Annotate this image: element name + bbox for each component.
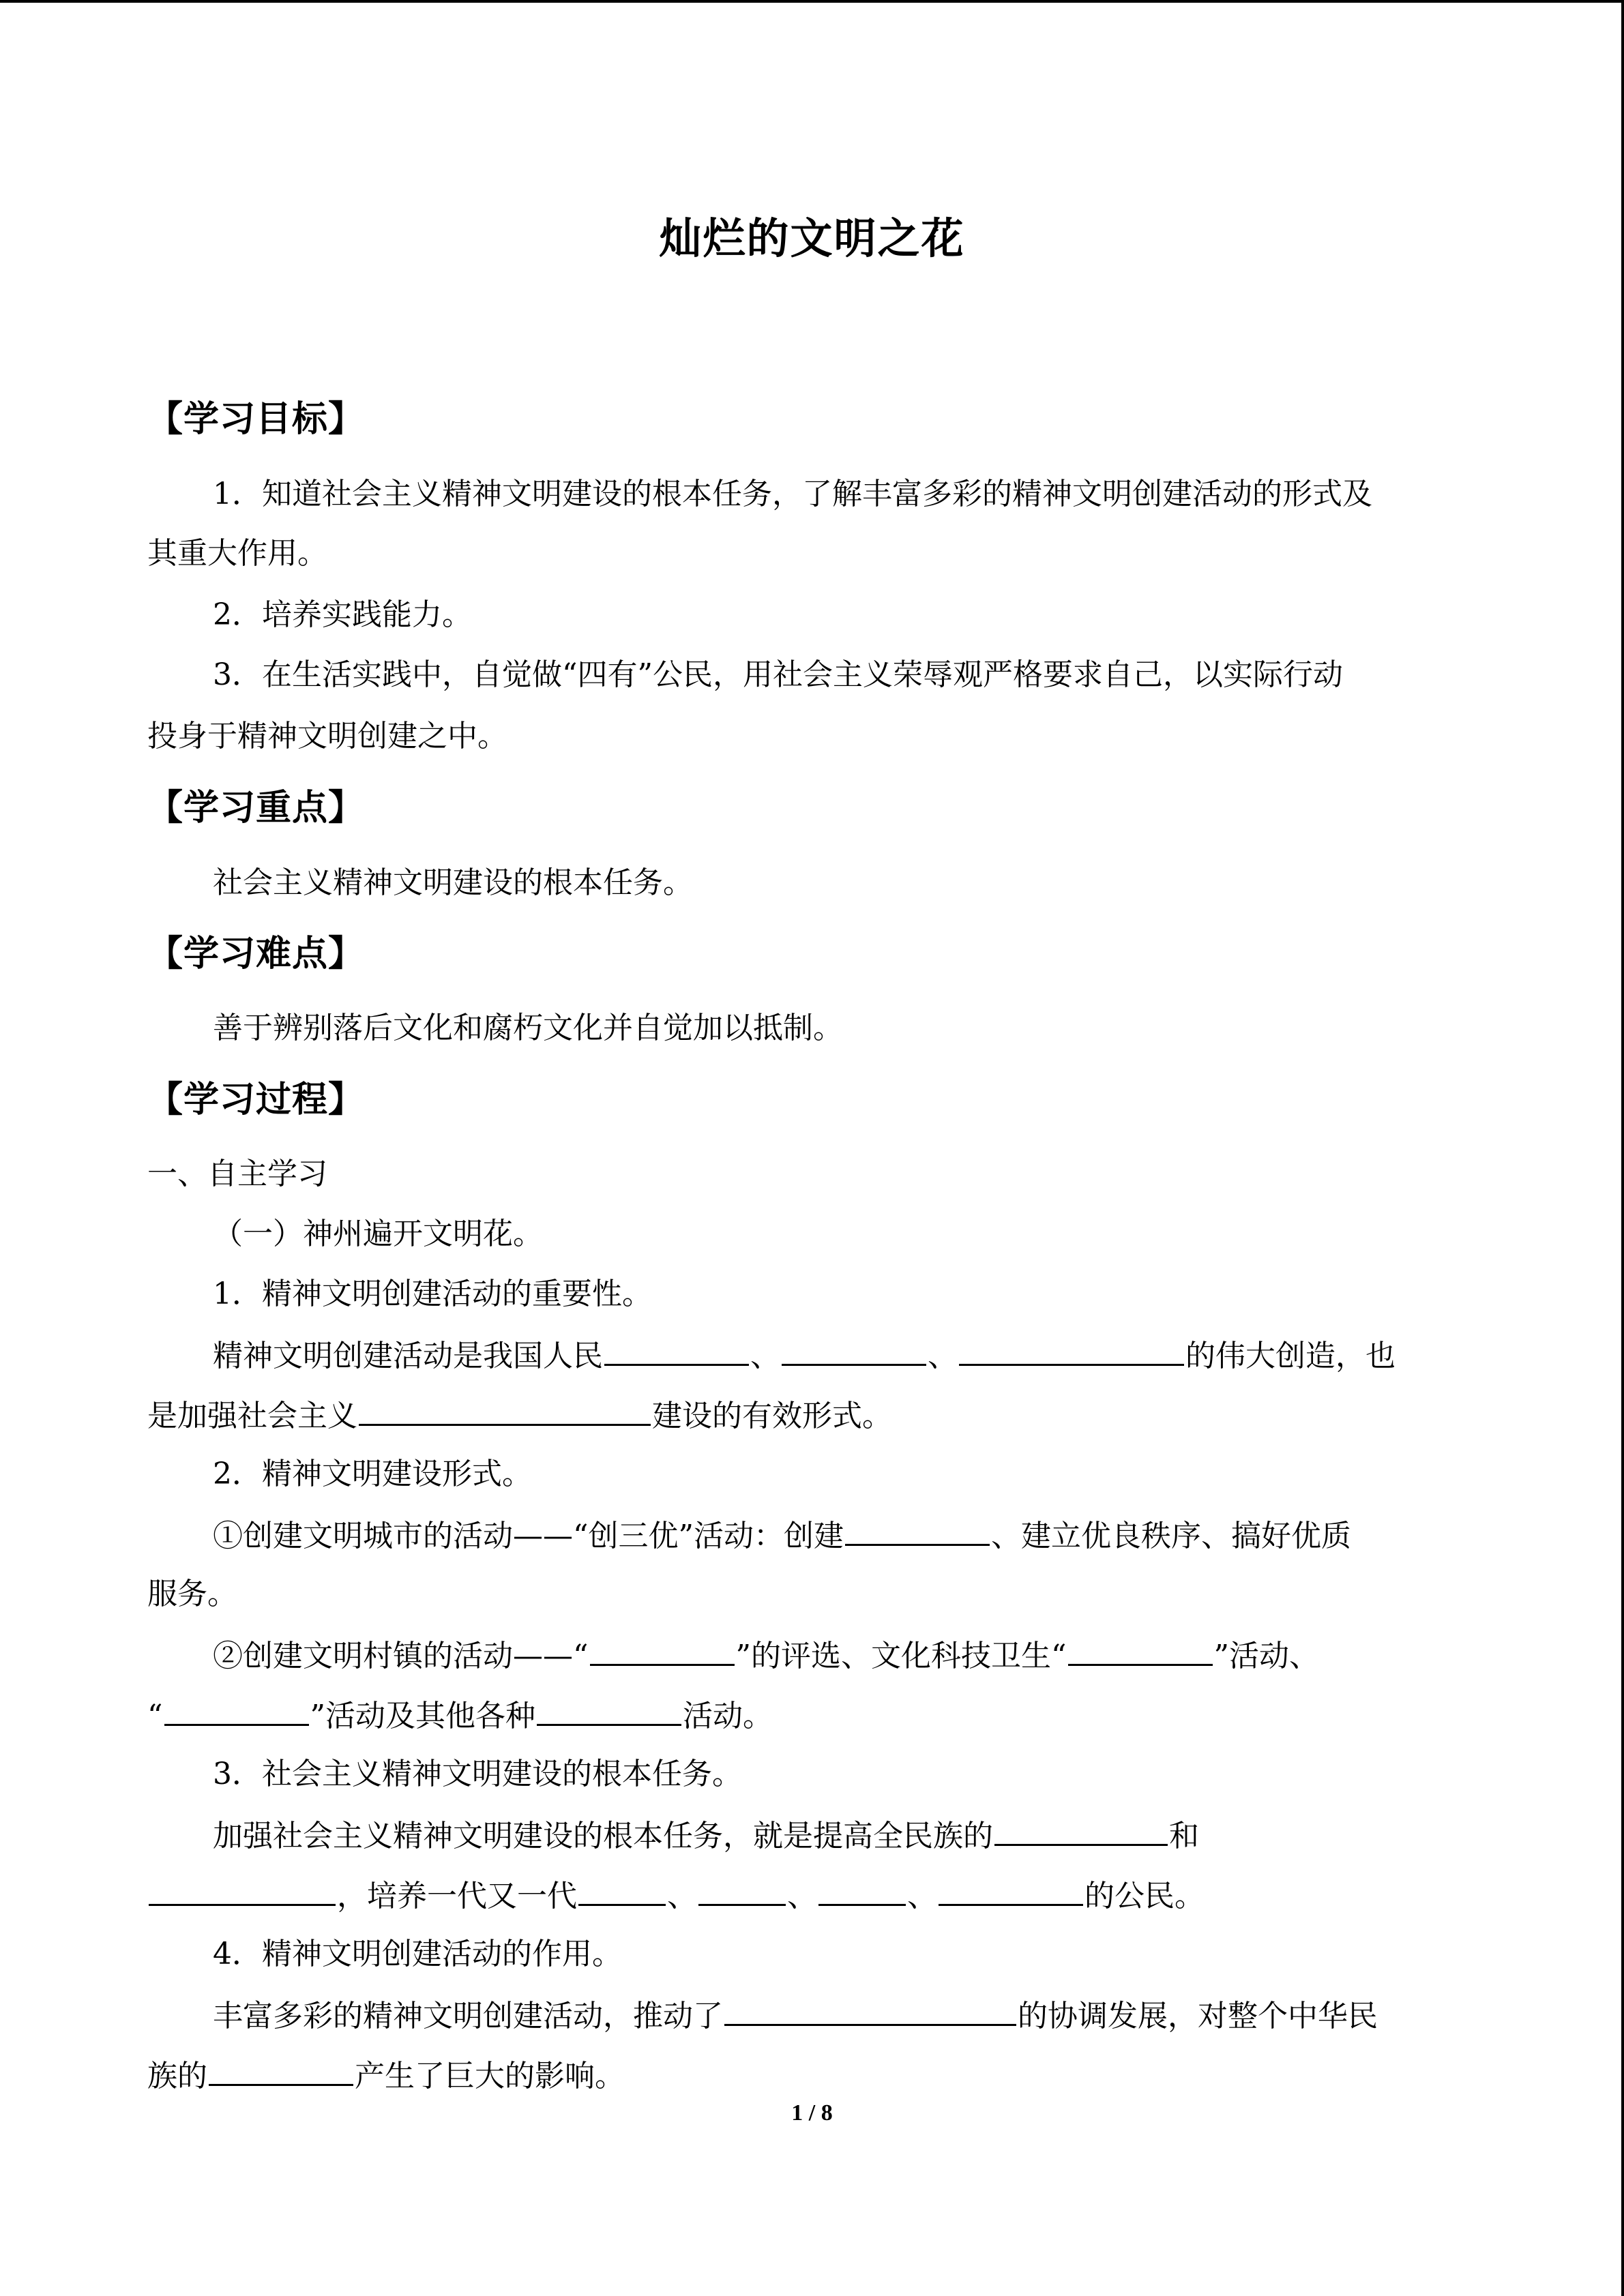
heading-focus: 【学习重点】: [147, 788, 365, 829]
q2-text-g: “: [147, 1699, 163, 1733]
q1-sep-1: 、: [750, 1339, 780, 1373]
q1-sep-2: 、: [928, 1339, 958, 1373]
q4-text-b: 的协调发展，对整个中华民: [1018, 1999, 1378, 2033]
q2-title: 2．精神文明建设形式。: [213, 1457, 532, 1491]
q4-line-1: [213, 1994, 1378, 2037]
heading-goals: 【学习目标】: [147, 399, 365, 440]
q1-text-d: 建设的有效形式。: [652, 1399, 892, 1433]
blank-field[interactable]: [994, 1814, 1168, 1846]
blank-field[interactable]: [724, 1994, 1016, 2026]
q4-line-2: [147, 2054, 625, 2097]
blank-field[interactable]: [845, 1514, 990, 1546]
blank-field[interactable]: [818, 1874, 906, 1906]
heading-process: 【学习过程】: [147, 1079, 365, 1120]
q2-text-d: ②创建文明村镇的活动——“: [213, 1639, 589, 1673]
blank-field[interactable]: [537, 1694, 681, 1726]
q4-text-a: 丰富多彩的精神文明创建活动，推动了: [213, 1999, 723, 2033]
difficulty-text: 善于辨别落后文化和腐朽文化并自觉加以抵制。: [213, 1011, 843, 1045]
q2-text-a: ①创建文明城市的活动——“创三优”活动：创建: [213, 1519, 844, 1553]
q4-title: 4．精神文明创建活动的作用。: [213, 1937, 622, 1971]
q4-text-c: 族的: [147, 2059, 207, 2093]
blank-field[interactable]: [604, 1334, 749, 1366]
blank-field[interactable]: [209, 2054, 353, 2086]
subsection-1: （一）神州遍开文明花。: [213, 1217, 543, 1251]
blank-field[interactable]: [959, 1334, 1184, 1366]
q3-title: 3．社会主义精神文明建设的根本任务。: [213, 1757, 742, 1791]
q2-text-h: ”活动及其他各种: [310, 1699, 535, 1733]
goal-2: 2．培养实践能力。: [213, 597, 472, 632]
q2-line-1: [213, 1514, 1351, 1557]
q3-text-c: ，培养一代又一代: [337, 1879, 577, 1913]
q2-text-b: 、建立优良秩序、搞好优质: [991, 1519, 1351, 1553]
q2-text-i: 活动。: [683, 1699, 773, 1733]
blank-field[interactable]: [359, 1394, 651, 1426]
q1-text-a: 精神文明创建活动是我国人民: [213, 1339, 603, 1373]
goal-1-line-2: 其重大作用。: [147, 536, 327, 571]
q2-text-e: ”的评选、文化科技卫生“: [735, 1639, 1067, 1673]
q3-sep-2: 、: [787, 1879, 817, 1913]
focus-text: 社会主义精神文明建设的根本任务。: [213, 865, 693, 900]
blank-field[interactable]: [578, 1874, 666, 1906]
section-self-study: 一、自主学习: [147, 1157, 327, 1191]
goal-3-line-2: 投身于精神文明创建之中。: [147, 719, 507, 754]
q3-text-d: 的公民。: [1084, 1879, 1205, 1913]
blank-field[interactable]: [1068, 1634, 1213, 1666]
q3-line-2: [147, 1874, 1205, 1917]
page-border-right: [1621, 0, 1624, 2296]
q3-text-a: 加强社会主义精神文明建设的根本任务，就是提高全民族的: [213, 1819, 993, 1853]
goal-1-line-1: 1．知道社会主义精神文明建设的根本任务，了解丰富多彩的精神文明创建活动的形式及: [213, 477, 1372, 511]
blank-field[interactable]: [698, 1874, 786, 1906]
goal-3-line-1: 3．在生活实践中，自觉做“四有”公民，用社会主义荣辱观严格要求自己，以实际行动: [213, 657, 1343, 692]
q1-line-1: [213, 1334, 1396, 1377]
q2-line-4: [147, 1694, 773, 1737]
q2-line-2: 服务。: [147, 1577, 237, 1611]
blank-field[interactable]: [939, 1874, 1083, 1906]
q3-text-b: 和: [1169, 1819, 1199, 1853]
blank-field[interactable]: [590, 1634, 735, 1666]
q3-sep-1: 、: [667, 1879, 697, 1913]
q4-text-d: 产生了巨大的影响。: [355, 2059, 625, 2093]
blank-field[interactable]: [782, 1334, 926, 1366]
q2-line-3: [213, 1634, 1319, 1677]
q3-line-1: [213, 1814, 1199, 1857]
page-border-top: [0, 0, 1624, 3]
document-title: 灿烂的文明之花: [659, 213, 965, 263]
page-number: 1 / 8: [791, 2100, 833, 2126]
q1-text-b: 的伟大创造，也: [1185, 1339, 1396, 1373]
q3-sep-3: 、: [907, 1879, 937, 1913]
q1-text-c: 是加强社会主义: [147, 1399, 357, 1433]
q2-text-f: ”活动、: [1213, 1639, 1319, 1673]
blank-field[interactable]: [149, 1874, 336, 1906]
heading-difficulty: 【学习难点】: [147, 934, 365, 974]
q1-line-2: [147, 1394, 892, 1437]
blank-field[interactable]: [164, 1694, 309, 1726]
q1-title: 1．精神文明创建活动的重要性。: [213, 1277, 652, 1311]
